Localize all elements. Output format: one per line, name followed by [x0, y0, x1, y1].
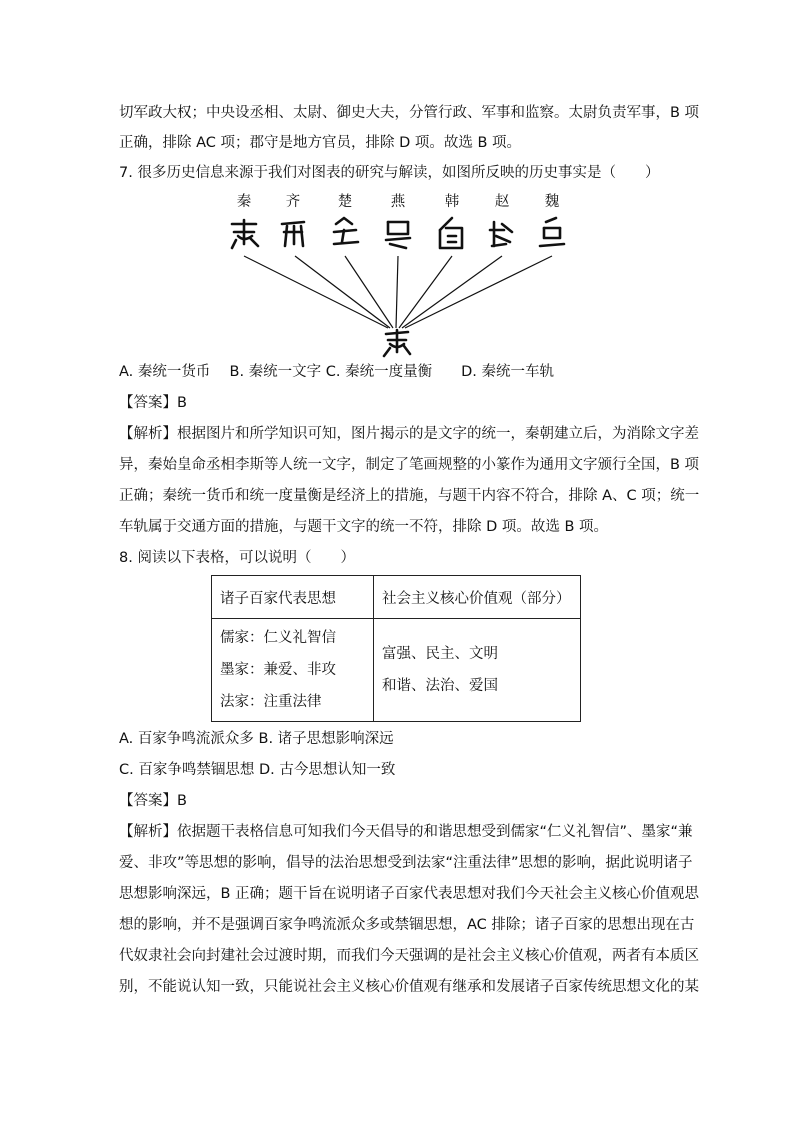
school-confucian: 儒家：仁义礼智信 [220, 630, 336, 646]
thought-comparison-table [211, 575, 581, 722]
table-header-right: 社会主义核心价值观（部分） [374, 576, 581, 619]
state-qin: 秦 [236, 194, 252, 210]
qin-script-glyph [232, 220, 258, 248]
zhao-script-glyph [490, 222, 512, 246]
table-cell-values [374, 619, 581, 722]
values-line-2: 和谐、法治、爱国 [382, 678, 498, 694]
state-wei: 魏 [544, 194, 560, 210]
connector-line-zhao [402, 256, 502, 328]
q8-analysis-line-2: 爱、非攻”等思想的影响，倡导的法治思想受到法家“注重法律”思想的影响，据此说明诸子 [119, 855, 693, 871]
connector-lines [244, 256, 552, 328]
state-chu: 楚 [337, 194, 353, 210]
q7-answer: 【答案】B [119, 395, 187, 411]
q8-analysis-line-5: 代奴隶社会向封建社会过渡时期，而我们今天强调的是社会主义核心价值观，两者有本质区 [119, 948, 699, 964]
state-yan: 燕 [390, 194, 406, 210]
connector-line-wei [405, 256, 552, 328]
values-line-1: 富强、民主、文明 [382, 646, 498, 662]
q7-options: A. 秦统一货币 B. 秦统一文字 C. 秦统一度量衡 D. 秦统一车轨 [119, 364, 554, 380]
connector-line-chu [345, 256, 393, 328]
state-han: 韩 [444, 194, 460, 210]
q7-analysis-line-1: 【解析】根据图片和所学知识可知，图片揭示的是文字的统一，秦朝建立后，为消除文字差 [119, 426, 699, 442]
unified-seal-glyph [384, 330, 410, 356]
state-qi: 齐 [285, 194, 301, 210]
script-unification-diagram [0, 210, 794, 360]
q7-analysis-line-4: 车轨属于交通方面的措施，与题干文字的统一不符，排除 D 项。故选 B 项。 [119, 519, 609, 535]
q7-stem: 7. 很多历史信息来源于我们对图表的研究与解读，如图所反映的历史事实是（ ） [119, 165, 660, 181]
q8-analysis-line-4: 想的影响，并不是强调百家争鸣流派众多或禁锢思想，AC 排除；诸子百家的思想出现在古 [119, 917, 695, 933]
connector-line-yan [396, 256, 398, 328]
prev-analysis-line-1: 切军政大权；中央设丞相、太尉、御史大夫，分管行政、军事和监察。太尉负责军事，B 项 [119, 105, 700, 121]
connector-line-qin [244, 256, 388, 328]
q8-analysis-line-1: 【解析】依据题干表格信息可知我们今天倡导的和谐思想受到儒家“仁义礼智信”、墨家“兼 [119, 824, 693, 840]
connector-line-qi [295, 256, 390, 328]
han-script-glyph [440, 218, 462, 248]
chu-script-glyph [334, 218, 358, 244]
connector-line-han [399, 256, 452, 328]
table-header-left: 诸子百家代表思想 [212, 576, 374, 619]
q8-stem: 8. 阅读以下表格，可以说明（ ） [119, 550, 355, 566]
state-zhao: 赵 [494, 194, 510, 210]
prev-analysis-line-2: 正确，排除 AC 项；郡守是地方官员，排除 D 项。故选 B 项。 [119, 135, 522, 151]
yan-script-glyph [386, 222, 410, 248]
q8-answer: 【答案】B [119, 793, 187, 809]
q8-options-line-1: A. 百家争鸣流派众多 B. 诸子思想影响深远 [119, 731, 394, 747]
q7-analysis-line-3: 正确；秦统一货币和统一度量衡是经济上的措施，与题干内容不符合，排除 A、C 项；统一 [119, 488, 700, 504]
q8-options-line-2: C. 百家争鸣禁锢思想 D. 古今思想认知一致 [119, 762, 396, 778]
q7-analysis-line-2: 异，秦始皇命丞相李斯等人统一文字，制定了笔画规整的小篆作为通用文字颁行全国，B 项 [119, 457, 700, 473]
table-cell-schools [212, 619, 374, 722]
q8-analysis-line-6: 别，不能说认知一致，只能说社会主义核心价值观有继承和发展诸子百家传统思想文化的某 [119, 979, 699, 995]
school-mohist: 墨家：兼爱、非攻 [220, 662, 336, 678]
q8-analysis-line-3: 思想影响深远，B 正确；题干旨在说明诸子百家代表思想对我们今天社会主义核心价值观思 [119, 886, 700, 902]
wei-script-glyph [540, 218, 564, 246]
school-legalist: 法家：注重法律 [220, 694, 322, 710]
qi-script-glyph [282, 222, 304, 246]
